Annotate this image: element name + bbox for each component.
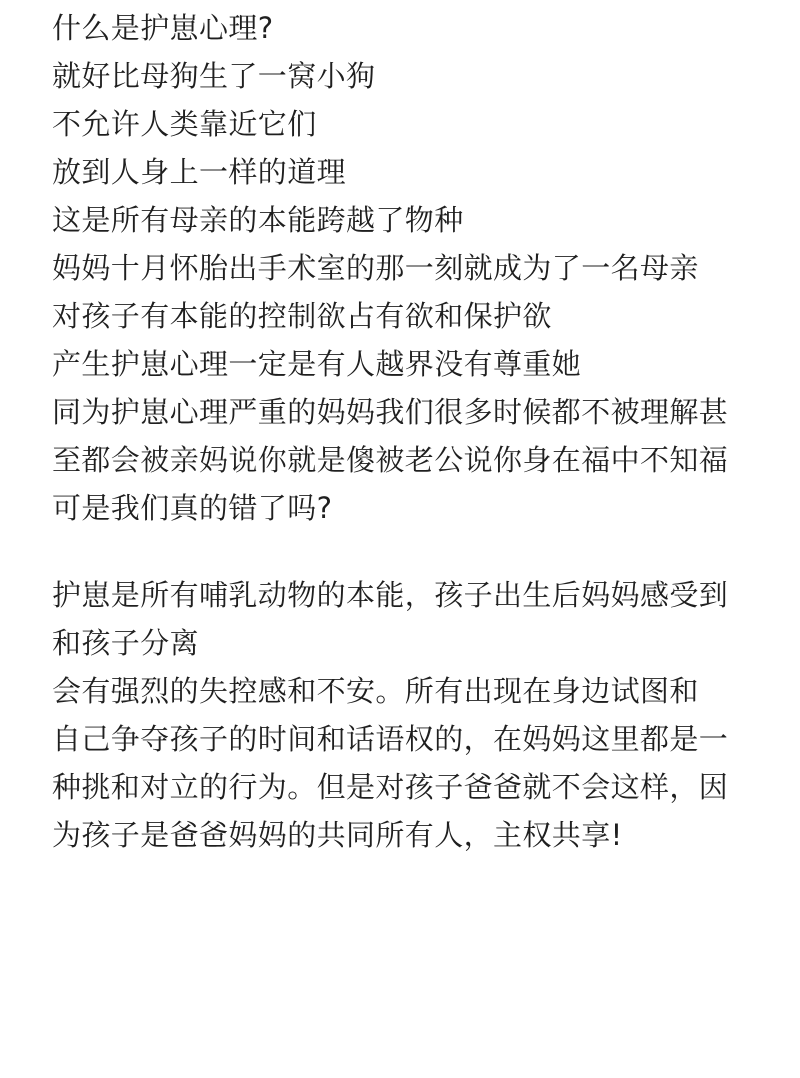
- text-line: 什么是护崽心理?: [52, 11, 274, 45]
- text-line: 同为护崽心理严重的妈妈我们很多时候都不被理解甚: [52, 395, 729, 429]
- text-line: 不允许人类靠近它们: [52, 107, 317, 141]
- text-line: 放到人身上一样的道理: [52, 155, 347, 189]
- paragraph-2: [52, 571, 742, 859]
- text-line: 就好比母狗生了一窝小狗: [52, 59, 376, 93]
- text-line: 妈妈十月怀胎出手术室的那一刻就成为了一名母亲: [52, 251, 699, 285]
- paragraph-1: [52, 4, 742, 532]
- text-line: 这是所有母亲的本能跨越了物种: [52, 203, 464, 237]
- text-line: 自己争夺孩子的时间和话语权的，在妈妈这里都是一: [52, 722, 729, 756]
- text-line: 和孩子分离: [52, 626, 200, 660]
- text-line: 产生护崽心理一定是有人越界没有尊重她: [52, 347, 582, 381]
- text-line: 可是我们真的错了吗?: [52, 491, 333, 525]
- text-line: 会有强烈的失控感和不安。所有出现在身边试图和: [52, 674, 699, 708]
- text-line: 对孩子有本能的控制欲占有欲和保护欲: [52, 299, 552, 333]
- text-line: 为孩子是爸爸妈妈的共同所有人，主权共享!: [52, 818, 623, 852]
- text-line: 护崽是所有哺乳动物的本能，孩子出生后妈妈感受到: [52, 578, 729, 612]
- text-line: 至都会被亲妈说你就是傻被老公说你身在福中不知福: [52, 443, 729, 477]
- text-line: 种挑和对立的行为。但是对孩子爸爸就不会这样，因: [52, 770, 729, 804]
